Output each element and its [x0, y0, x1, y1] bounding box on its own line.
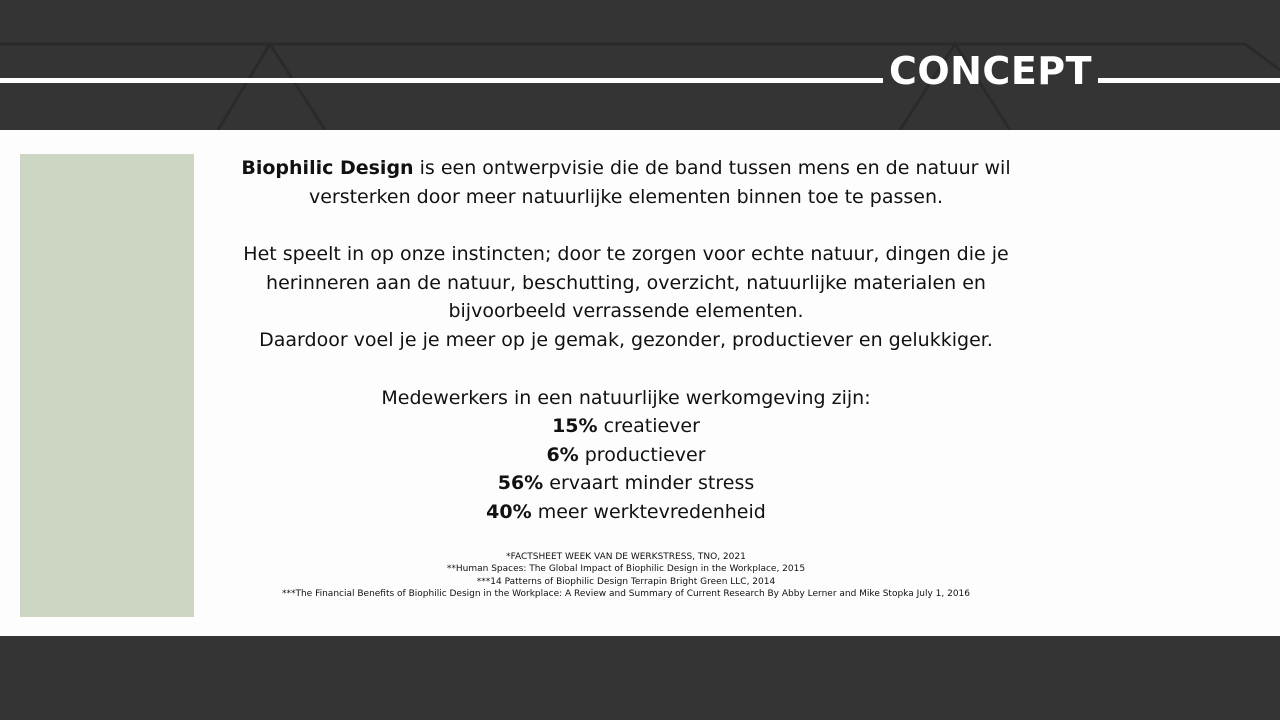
instincts-line-2: herinneren aan de natuur, beschutting, overzicht, natuurlijke materialen en: [266, 271, 986, 294]
header-rule-right: [1098, 78, 1280, 83]
intro-line-1: [226, 154, 1026, 183]
instincts-line-3: bijvoorbeeld verrassende elementen.: [448, 300, 804, 323]
intro-line-1-rest: is een ontwerpvisie die de band tussen mens en de natuur wil: [413, 157, 1011, 179]
footnote: *FACTSHEET WEEK VAN DE WERKSTRESS, TNO, 2021: [506, 551, 746, 562]
stat-value: 56%: [497, 472, 544, 495]
paragraph-gap: [226, 211, 1026, 240]
stat-label: creatiever: [597, 415, 700, 438]
intro-term: Biophilic Design: [241, 157, 414, 179]
header-band: [0, 0, 1280, 130]
page-title: CONCEPT: [888, 49, 1093, 93]
header-rule-left: [0, 78, 883, 83]
paragraph-gap: [226, 355, 1026, 384]
stat-value: 6%: [546, 443, 579, 466]
stat-item: [226, 412, 1026, 441]
stats-intro: Medewerkers in een natuurlijke werkomgeving zijn:: [381, 386, 871, 409]
stat-value: 40%: [486, 500, 532, 523]
footnotes: [226, 551, 1026, 601]
instincts-line-1: Het speelt in op onze instincten; door te zorgen voor echte natuur, dingen die je: [243, 243, 1009, 266]
footnote: ***14 Patterns of Biophilic Design Terrapin Bright Green LLC, 2014: [476, 576, 776, 587]
intro-line-2: versterken door meer natuurlijke elementen binnen toe te passen.: [308, 185, 944, 208]
instincts-line-4: Daardoor voel je je meer op je gemak, gezonder, productiever en gelukkiger.: [259, 328, 993, 351]
image-placeholder: [20, 154, 194, 617]
footnote: ***The Financial Benefits of Biophilic Design in the Workplace: A Review and Summary of Current Research By Abby Lerner and Mike Stopka July 1, 2016: [281, 589, 971, 600]
stat-label: ervaart minder stress: [543, 472, 755, 495]
content-area: [0, 130, 1280, 636]
body-text: [226, 154, 1026, 601]
stat-label: meer werktevredenheid: [531, 500, 766, 523]
footnote: **Human Spaces: The Global Impact of Biophilic Design in the Workplace, 2015: [446, 564, 806, 575]
footer-band: [0, 636, 1280, 720]
stat-item: [226, 441, 1026, 470]
stat-value: 15%: [552, 415, 598, 438]
stat-item: [226, 498, 1026, 527]
stat-label: productiever: [578, 443, 706, 466]
stat-item: [226, 469, 1026, 498]
